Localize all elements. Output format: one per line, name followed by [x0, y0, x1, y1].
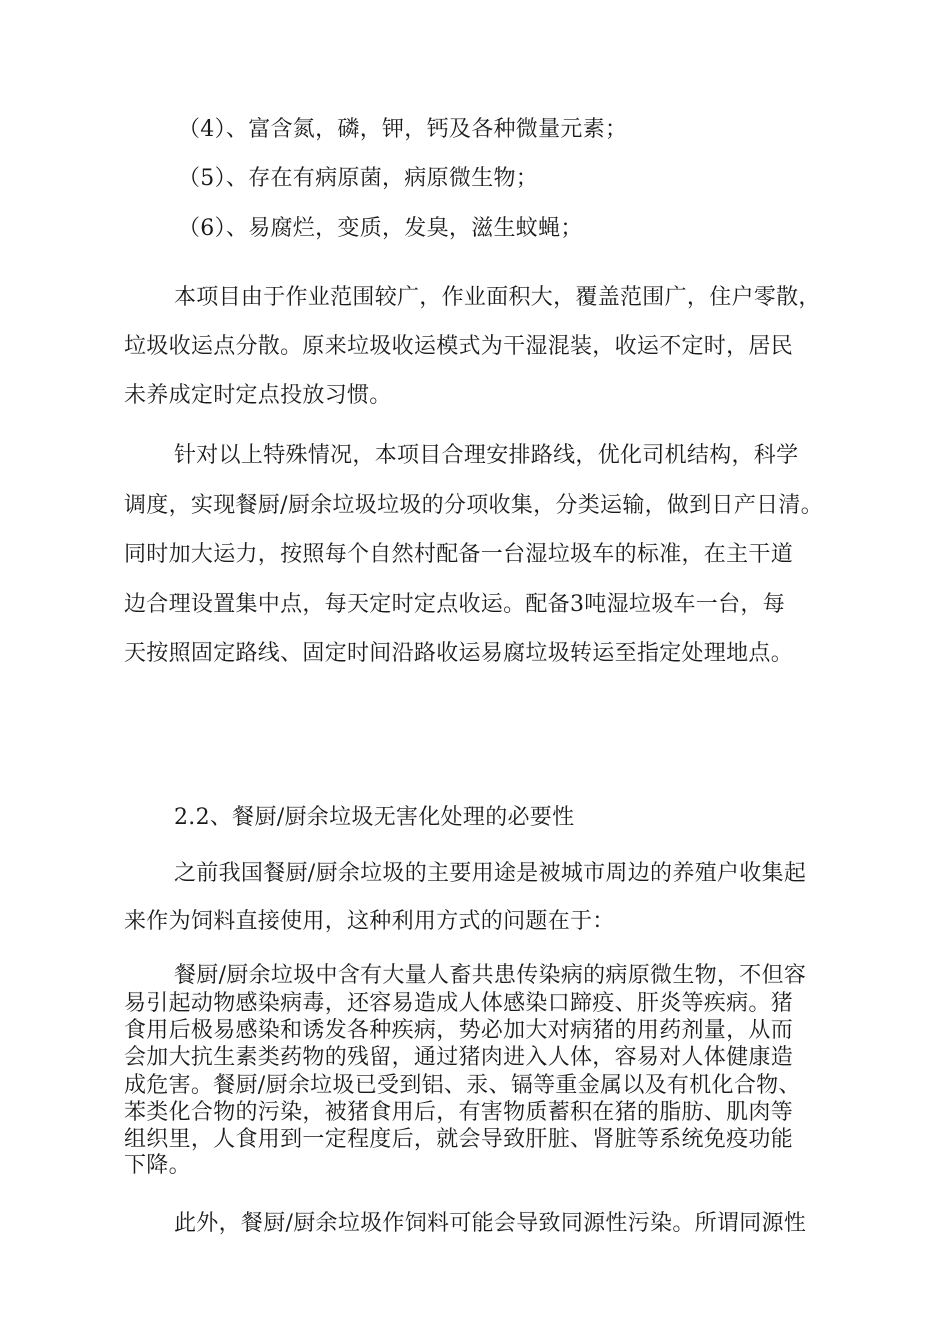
paragraph-line: 会加大抗生素类药物的残留，通过猪肉进入人体，容易对人体健康造	[124, 1045, 794, 1070]
paragraph-line: 餐厨/厨余垃圾中含有大量人畜共患传染病的病原微生物，不但容	[174, 963, 807, 988]
paragraph-line: 下降。	[124, 1153, 191, 1178]
paragraph-line: 本项目由于作业范围较广，作业面积大，覆盖范围广，住户零散，	[174, 285, 821, 310]
paragraph-line: 针对以上特殊情况，本项目合理安排路线，优化司机结构，科学	[174, 443, 799, 468]
paragraph-line: 之前我国餐厨/厨余垃圾的主要用途是被城市周边的养殖户收集起	[174, 861, 807, 886]
list-item: （5）、存在有病原菌，病原微生物；	[178, 166, 539, 191]
paragraph-line: 垃圾收运点分散。原来垃圾收运模式为干湿混装，收运不定时，居民	[124, 334, 794, 359]
list-item: （6）、易腐烂，变质，发臭，滋生蚊蝇；	[178, 216, 583, 241]
list-item: （4）、富含氮，磷，钾，钙及各种微量元素；	[178, 117, 628, 142]
paragraph-line: 成危害。餐厨/厨余垃圾已受到铝、汞、镉等重金属以及有机化合物、	[124, 1073, 801, 1098]
paragraph-line: 天按照固定路线、固定时间沿路收运易腐垃圾转运至指定处理地点。	[124, 641, 794, 666]
paragraph-line: 未养成定时定点投放习惯。	[124, 383, 392, 408]
section-heading: 2.2、餐厨/厨余垃圾无害化处理的必要性	[174, 805, 575, 830]
paragraph-line: 来作为饲料直接使用，这种利用方式的问题在于：	[124, 909, 615, 934]
paragraph-line: 此外，餐厨/厨余垃圾作饲料可能会导致同源性污染。所谓同源性	[174, 1211, 807, 1236]
paragraph-line: 易引起动物感染病毒，还容易造成人体感染口蹄疫、肝炎等疾病。猪	[124, 991, 794, 1016]
paragraph-line: 边合理设置集中点，每天定时定点收运。配备3吨湿垃圾车一台，每	[124, 592, 785, 617]
paragraph-line: 苯类化合物的污染，被猪食用后，有害物质蓄积在猪的脂肪、肌肉等	[124, 1100, 794, 1125]
paragraph-line: 食用后极易感染和诱发各种疾病，势必加大对病猪的用药剂量，从而	[124, 1018, 794, 1043]
paragraph-line: 同时加大运力，按照每个自然村配备一台湿垃圾车的标准，在主干道	[124, 542, 794, 567]
paragraph-line: 调度，实现餐厨/厨余垃圾垃圾的分项收集，分类运输，做到日产日清。	[124, 493, 824, 518]
paragraph-line: 组织里，人食用到一定程度后，就会导致肝脏、肾脏等系统免疫功能	[124, 1127, 794, 1152]
